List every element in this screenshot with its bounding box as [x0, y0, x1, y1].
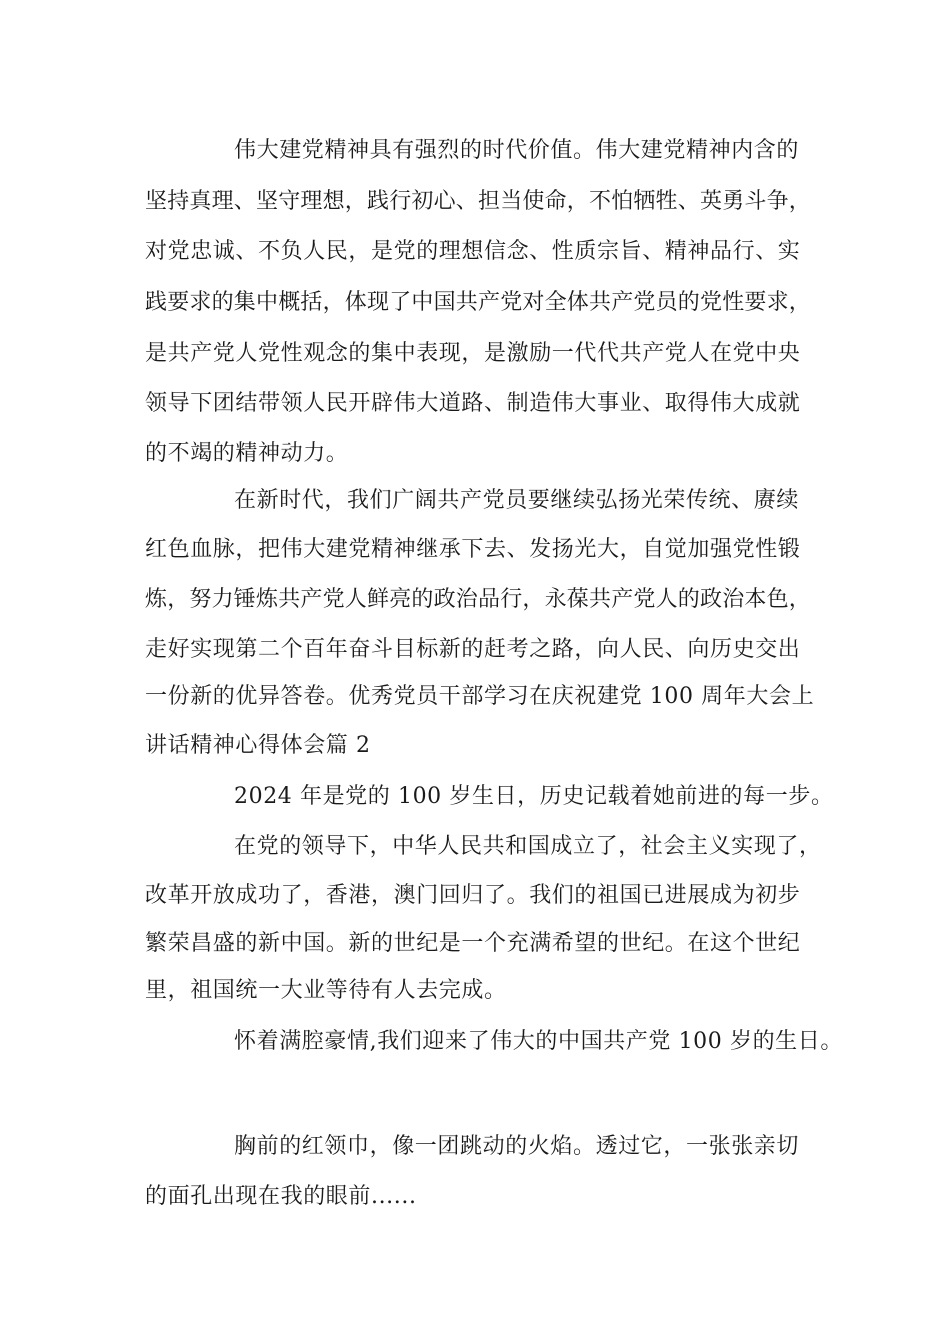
paragraph-2-line-2: 红色血脉，把伟大建党精神继承下去、发扬光大，自觉加强党性锻: [145, 537, 801, 562]
paragraph-6-line-1: 胸前的红领巾，像一团跳动的火焰。透过它，一张张亲切: [234, 1134, 800, 1159]
paragraph-1-line-1: 伟大建党精神具有强烈的时代价值。伟大建党精神内含的: [234, 138, 800, 163]
paragraph-4-line-4: 里，祖国统一大业等待有人去完成。: [145, 978, 507, 1003]
paragraph-6-line-2: 的面孔出现在我的眼前......: [145, 1184, 417, 1209]
section-heading: 讲话精神心得体会篇 2: [145, 733, 371, 758]
paragraph-1-line-6: 领导下团结带领人民开辟伟大道路、制造伟大事业、取得伟大成就: [145, 391, 801, 416]
paragraph-1-line-2: 坚持真理、坚守理想，践行初心、担当使命，不怕牺牲、英勇斗争，: [145, 189, 812, 214]
paragraph-1-line-7: 的不竭的精神动力。: [145, 441, 349, 466]
paragraph-5-line-1: 怀着满腔豪情,我们迎来了伟大的中国共产党 100 岁的生日。: [234, 1029, 843, 1054]
paragraph-2-line-3: 炼，努力锤炼共产党人鲜亮的政治品行，永葆共产党人的政治本色，: [145, 587, 812, 612]
paragraph-1-line-4: 践要求的集中概括，体现了中国共产党对全体共产党员的党性要求，: [145, 290, 812, 315]
paragraph-2-line-4: 走好实现第二个百年奋斗目标新的赶考之路，向人民、向历史交出: [145, 637, 801, 662]
paragraph-3-line-1: 2024 年是党的 100 岁生日，历史记载着她前进的每一步。: [234, 784, 834, 809]
paragraph-4-line-1: 在党的领导下，中华人民共和国成立了，社会主义实现了，: [234, 834, 822, 859]
paragraph-1-line-3: 对党忠诚、不负人民，是党的理想信念、性质宗旨、精神品行、实: [145, 239, 801, 264]
paragraph-4-line-2: 改革开放成功了，香港，澳门回归了。我们的祖国已进展成为初步: [145, 883, 801, 908]
paragraph-2-line-1: 在新时代，我们广阔共产党员要继续弘扬光荣传统、赓续: [234, 488, 800, 513]
paragraph-1-line-5: 是共产党人党性观念的集中表现，是激励一代代共产党人在党中央: [145, 341, 801, 366]
paragraph-2-line-5: 一份新的优异答卷。优秀党员干部学习在庆祝建党 100 周年大会上: [145, 684, 815, 709]
paragraph-4-line-3: 繁荣昌盛的新中国。新的世纪是一个充满希望的世纪。在这个世纪: [145, 931, 801, 956]
